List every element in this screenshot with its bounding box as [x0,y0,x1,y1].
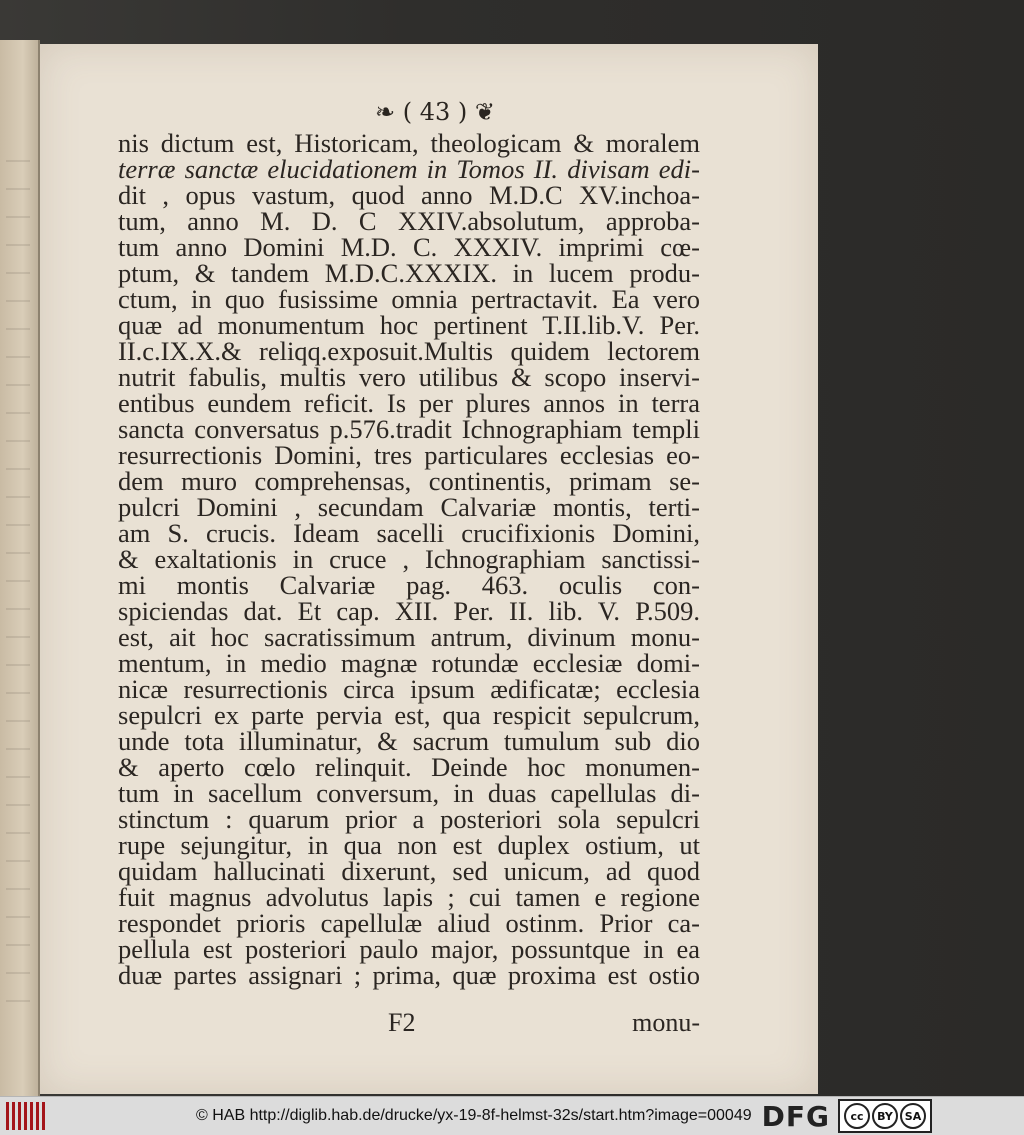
sa-icon: SA [900,1103,926,1129]
text-line: mi montis Calvariæ pag. 463. oculis con- [118,570,700,600]
text-line: tum, anno M. D. C XXIV.absolutum, approba- [118,206,700,236]
previous-page-edge [0,40,40,1096]
header-ornament-left: ❧ [374,98,403,126]
text-line: nutrit fabulis, multis vero utilibus & scopo inservi- [118,362,700,392]
text-line: spiciendas dat. Et cap. XII. Per. II. lib. V. P.509. [118,596,700,626]
text-line: quæ ad monumentum hoc pertinent T.II.lib.V. Per. [118,310,700,340]
text-line: quidam hallucinati dixerunt, sed unicum, ad quod [118,856,700,886]
text-line: mentum, in medio magnæ rotundæ ecclesiæ domi- [118,648,700,678]
signature-mark: F2 [388,1008,416,1037]
text-line: unde tota illuminatur, & sacrum tumulum sub dio [118,726,700,756]
text-line: rupe sejungitur, in qua non est duplex ostium, ut [118,830,700,860]
book-page [40,44,818,1094]
cc-license-badge[interactable] [838,1099,932,1133]
text-line: terræ sanctæ elucidationem in Tomos II. divisam edi- [118,154,700,184]
text-line: am S. crucis. Ideam sacelli crucifixionis Domini, [118,518,700,548]
text-line: duæ partes assignari ; prima, quæ proxima est ostio [118,960,700,990]
cc-icon: cc [844,1103,870,1129]
text-line: dem muro comprehensas, continentis, primam se- [118,466,700,496]
text-line: pulcri Domini , secundam Calvariæ montis, terti- [118,492,700,522]
text-line: resurrectionis Domini, tres particulares ecclesias eo- [118,440,700,470]
text-line: II.c.IX.X.& reliqq.exposuit.Multis quidem lectorem [118,336,700,366]
body-text [118,130,700,988]
text-line: tum in sacellum conversum, in duas capellulas di- [118,778,700,808]
text-line: sancta conversatus p.576.tradit Ichnographiam templi [118,414,700,444]
text-line: sepulcri ex parte pervia est, qua respicit sepulcrum, [118,700,700,730]
text-line: & aperto cœlo relinquit. Deinde hoc monumen- [118,752,700,782]
text-line: tum anno Domini M.D. C. XXXIV. imprimi cœ- [118,232,700,262]
text-line: nis dictum est, Historicam, theologicam & moralem [118,128,700,158]
text-line: respondet prioris capellulæ aliud ostinm. Prior ca- [118,908,700,938]
text-line: ptum, & tandem M.D.C.XXXIX. in lucem produ- [118,258,700,288]
page-number-header [350,94,520,130]
copyright-link[interactable]: © HAB http://diglib.hab.de/drucke/yx-19-8f-helmst-32s/start.htm?image=00049 [196,1107,752,1124]
text-line: dit , opus vastum, quod anno M.D.C XV.inchoa- [118,180,700,210]
text-line: nicæ resurrectionis circa ipsum ædificatæ; ecclesia [118,674,700,704]
text-line: & exaltationis in cruce , Ichnographiam sanctissi- [118,544,700,574]
text-line: stinctum : quarum prior a posteriori sola sepulcri [118,804,700,834]
page-number: ( 43 ) [402,98,468,126]
catchword: monu- [632,1008,700,1037]
header-ornament-right: ❦ [467,98,496,126]
text-line: pellula est posteriori paulo major, possuntque in ea [118,934,700,964]
page-footer [118,1008,700,1038]
by-icon: BY [872,1103,898,1129]
previous-page-text-traces [6,160,30,1020]
text-line: ctum, in quo fusissime omnia pertractavit. Ea vero [118,284,700,314]
text-line: entibus eundem reficit. Is per plures annos in terra [118,388,700,418]
text-line: fuit magnus advolutus lapis ; cui tamen e regione [118,882,700,912]
viewer-footer-bar [0,1096,1024,1135]
text-line: est, ait hoc sacratissimum antrum, divinum monu- [118,622,700,652]
hab-logo-icon[interactable] [6,1102,46,1130]
dfg-logo[interactable]: DFG [761,1099,830,1133]
